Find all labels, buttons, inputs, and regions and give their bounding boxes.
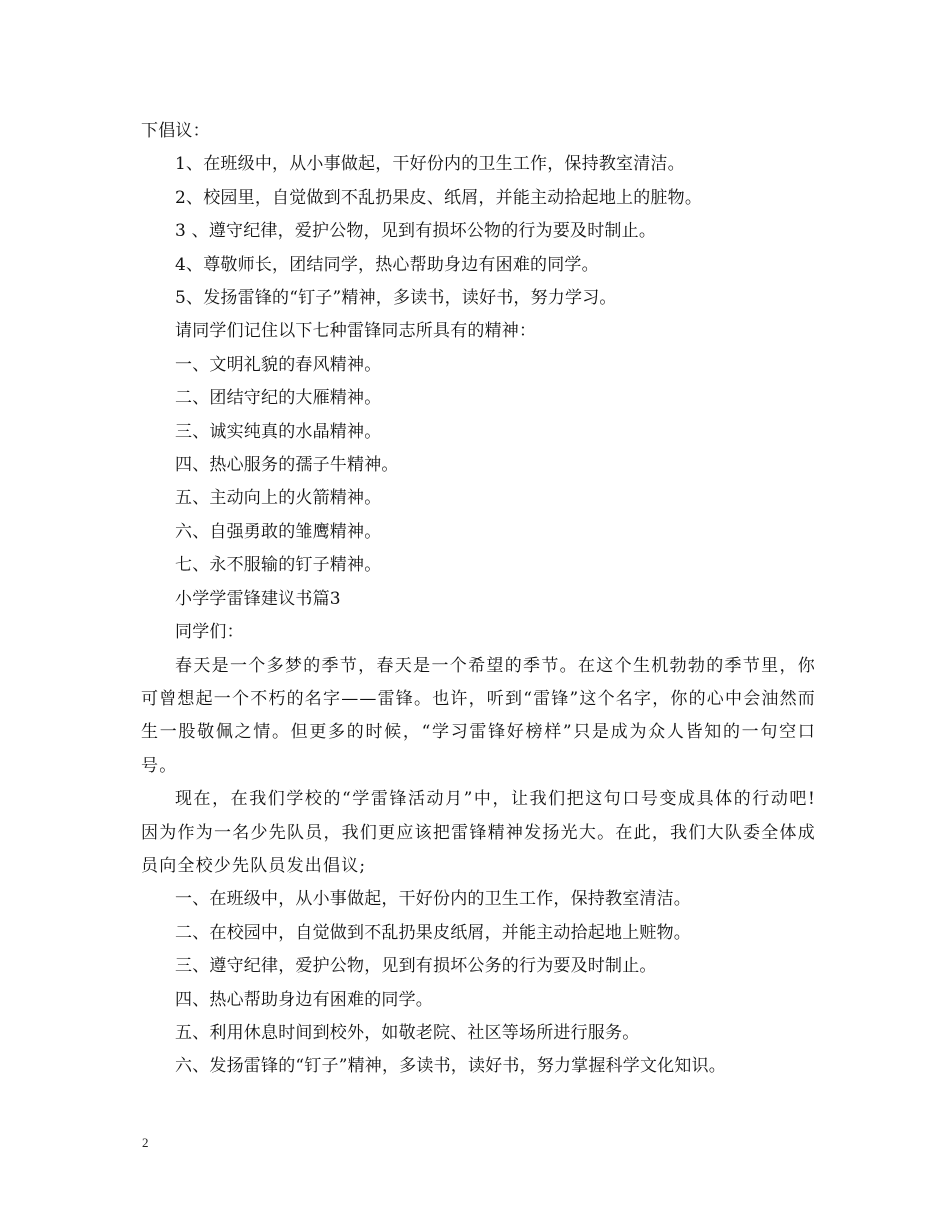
- document-body: [141, 115, 816, 1084]
- list-item: 3 、遵守纪律，爱护公物，见到有损坏公物的行为要及时制止。: [175, 221, 657, 242]
- list-item: 5、发扬雷锋的“钉子”精神，多读书，读好书，努力学习。: [175, 288, 617, 309]
- list-item: 三、诚实纯真的水晶精神。: [175, 421, 382, 442]
- section-title: 小学学雷锋建议书篇3: [175, 588, 341, 609]
- text-line: 下倡议：: [141, 121, 210, 141]
- body-paragraph: 现在，在我们学校的“学雷锋活动月”中，让我们把这句口号变成具体的行动吧!因为作为一名少先队员，我们更应该把雷锋精神发扬光大。在此，我们大队委全体成员向全校少先队员发出倡议;: [141, 789, 816, 876]
- list-item: 四、热心服务的孺子牛精神。: [175, 455, 399, 476]
- page-number: 2: [142, 1135, 149, 1150]
- list-item: 一、在班级中，从小事做起，干好份内的卫生工作，保持教室清洁。: [175, 889, 691, 910]
- list-item: 4、尊敬师长，团结同学，热心帮助身边有困难的同学。: [175, 254, 599, 275]
- salutation: 同学们：: [175, 622, 244, 643]
- text-line: 请同学们记住以下七种雷锋同志所具有的精神：: [175, 321, 537, 342]
- list-item: 五、利用休息时间到校外，如敬老院、社区等场所进行服务。: [175, 1022, 640, 1043]
- list-item: 2、校园里，自觉做到不乱扔果皮、纸屑，并能主动拾起地上的脏物。: [175, 187, 703, 208]
- list-item: 三、遵守纪律，爱护公物，见到有损坏公务的行为要及时制止。: [175, 956, 657, 977]
- list-item: 二、在校园中，自觉做到不乱扔果皮纸屑，并能主动拾起地上赃物。: [175, 922, 691, 943]
- list-item: 四、热心帮助身边有困难的同学。: [175, 989, 433, 1010]
- list-item: 一、文明礼貌的春风精神。: [175, 354, 382, 375]
- list-item: 六、发扬雷锋的“钉子”精神，多读书，读好书，努力掌握科学文化知识。: [175, 1056, 726, 1077]
- list-item: 七、永不服输的钉子精神。: [175, 555, 382, 576]
- list-item: 二、团结守纪的大雁精神。: [175, 388, 382, 409]
- list-item: 六、自强勇敢的雏鹰精神。: [175, 521, 382, 542]
- list-item: 1、在班级中，从小事做起，干好份内的卫生工作，保持教室清洁。: [175, 154, 685, 175]
- body-paragraph: 春天是一个多梦的季节，春天是一个希望的季节。在这个生机勃勃的季节里，你可曾想起一个不朽的名字——雷锋。也许，听到“雷锋”这个名字，你的心中会油然而生一股敬佩之情。但更多的时候，“学习雷锋好榜样”只是成为众人皆知的一句空口号。: [141, 655, 816, 776]
- list-item: 五、主动向上的火箭精神。: [175, 488, 382, 509]
